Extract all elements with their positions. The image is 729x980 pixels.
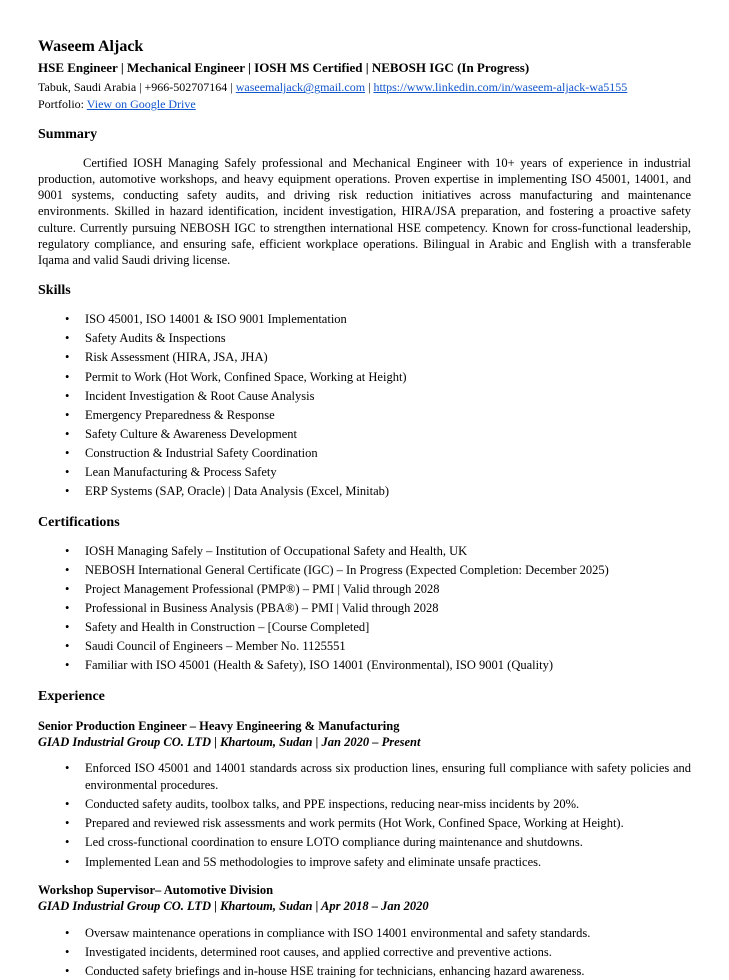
- section-skills: [38, 283, 691, 500]
- skill-item: • Lean Manufacturing & Process Safety: [85, 464, 691, 481]
- job-bullet-item: • Conducted safety audits, toolbox talks, and PPE inspections, reducing near-miss incidents by 20%.: [85, 796, 691, 813]
- certification-item: • Professional in Business Analysis (PBA®) – PMI | Valid through 2028: [85, 600, 691, 617]
- candidate-name: Waseem Aljack: [38, 38, 144, 55]
- certification-item: • Safety and Health in Construction – [Course Completed]: [85, 619, 691, 636]
- experience-heading: Experience: [38, 689, 105, 705]
- job-bullet-list: [38, 760, 691, 870]
- skills-list: [38, 311, 691, 500]
- skills-heading: Skills: [38, 283, 71, 299]
- skill-item: • Incident Investigation & Root Cause Analysis: [85, 388, 691, 405]
- resume-header: [38, 37, 691, 112]
- summary-heading: Summary: [38, 126, 98, 142]
- certification-item: • Saudi Council of Engineers – Member No. 1125551: [85, 638, 691, 655]
- certification-item: • IOSH Managing Safely – Institution of Occupational Safety and Health, UK: [85, 543, 691, 560]
- skill-item: • Safety Audits & Inspections: [85, 330, 691, 347]
- job-bullet-item: • Enforced ISO 45001 and 14001 standards across six production lines, ensuring full compliance with safety policies and environmental procedures.: [85, 760, 691, 793]
- skill-item: • Risk Assessment (HIRA, JSA, JHA): [85, 349, 691, 366]
- summary-paragraph: Certified IOSH Managing Safely professional and Mechanical Engineer with 10+ years of experience in industrial production, automotive workshops, and heavy equipment operations. Proven expertise in implementing ISO 45001, 14001, and 9001 systems, conducting safety audits, and driving risk reduction initiatives across manufacturing and maintenance environments. Skilled in hazard identification, incident investigation, HIRA/JSA preparation, and fostering a proactive safety culture. Currently pursuing NEBOSH IGC to strengthen international HSE competency. Known for cross-functional leadership, regulatory compliance, and ensuring safe, efficient workplace operations. Bilingual in Arabic and English with a transferable Iqama and valid Saudi driving license.: [38, 155, 691, 268]
- candidate-headline: HSE Engineer | Mechanical Engineer | IOSH MS Certified | NEBOSH IGC (In Progress): [38, 60, 530, 76]
- certification-item: • Familiar with ISO 45001 (Health & Safety), ISO 14001 (Environmental), ISO 9001 (Quality): [85, 657, 691, 674]
- certifications-heading: Certifications: [38, 514, 120, 530]
- contact-location-phone: Tabuk, Saudi Arabia | +966-502707164 |: [38, 80, 236, 95]
- job-bullet-item: • Prepared and reviewed risk assessments and work permits (Hot Work, Confined Space, Working at Height).: [85, 815, 691, 832]
- section-experience: [38, 689, 691, 979]
- linkedin-link[interactable]: https://www.linkedin.com/in/waseem-aljack-wa5155: [373, 80, 628, 95]
- job-bullet-item: • Oversaw maintenance operations in compliance with ISO 14001 environmental and safety standards.: [85, 925, 691, 942]
- certification-item: • Project Management Professional (PMP®) – PMI | Valid through 2028: [85, 581, 691, 598]
- job-bullet-item: • Implemented Lean and 5S methodologies to improve safety and eliminate unsafe practices.: [85, 854, 691, 871]
- job-company-location-dates: GIAD Industrial Group CO. LTD | Khartoum, Sudan | Jan 2020 – Present: [38, 735, 421, 750]
- skill-item: • Safety Culture & Awareness Development: [85, 426, 691, 443]
- skill-item: • ISO 45001, ISO 14001 & ISO 9001 Implementation: [85, 311, 691, 328]
- section-summary: [38, 127, 691, 269]
- section-certifications: [38, 515, 691, 674]
- skill-item: • Construction & Industrial Safety Coordination: [85, 445, 691, 462]
- job-bullet-item: • Led cross-functional coordination to ensure LOTO compliance during maintenance and shutdowns.: [85, 834, 691, 851]
- skill-item: • Permit to Work (Hot Work, Confined Space, Working at Height): [85, 369, 691, 386]
- skill-item: • ERP Systems (SAP, Oracle) | Data Analysis (Excel, Minitab): [85, 483, 691, 500]
- job-bullet-item: • Investigated incidents, determined root causes, and applied corrective and preventive actions.: [85, 944, 691, 961]
- job-entry-workshop-supervisor: [38, 882, 691, 979]
- portfolio-link[interactable]: View on Google Drive: [86, 96, 196, 111]
- certifications-list: [38, 543, 691, 674]
- contact-separator: |: [365, 80, 374, 95]
- skill-item: • Emergency Preparedness & Response: [85, 407, 691, 424]
- job-title: Workshop Supervisor– Automotive Division: [38, 883, 274, 898]
- contact-line: [38, 79, 691, 95]
- email-link[interactable]: waseemaljack@gmail.com: [235, 80, 366, 95]
- job-bullet-item: • Conducted safety briefings and in-house HSE training for technicians, enhancing hazard awareness.: [85, 963, 691, 980]
- portfolio-line: [38, 96, 691, 112]
- job-entry-senior-production-engineer: [38, 718, 691, 870]
- portfolio-label: Portfolio:: [38, 96, 87, 111]
- job-title: Senior Production Engineer – Heavy Engineering & Manufacturing: [38, 718, 400, 733]
- job-bullet-list: [38, 925, 691, 980]
- job-company-location-dates: GIAD Industrial Group CO. LTD | Khartoum, Sudan | Apr 2018 – Jan 2020: [38, 899, 429, 914]
- certification-item: • NEBOSH International General Certificate (IGC) – In Progress (Expected Completion: December 2025): [85, 562, 691, 579]
